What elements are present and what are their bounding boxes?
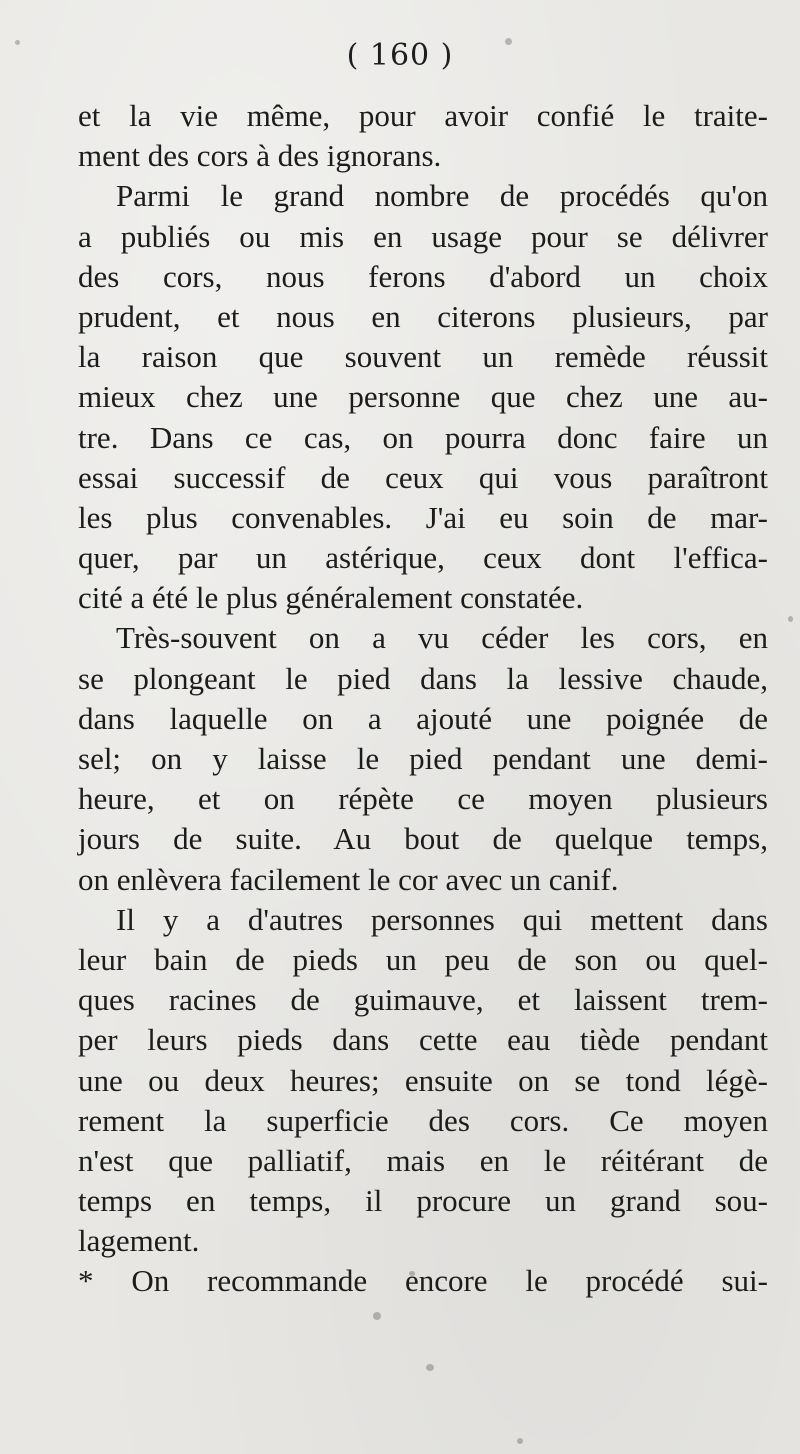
text-line: une ou deux heures; ensuite on se tond légè- — [78, 1062, 768, 1098]
text-line: ment des cors à des ignorans. — [78, 138, 442, 174]
text-line: prudent, et nous en citerons plusieurs, par — [78, 298, 768, 334]
text-line: essai successif de ceux qui vous paraîtront — [78, 459, 768, 495]
text-line: les plus convenables. J'ai eu soin de mar- — [78, 499, 768, 535]
text-line: tre. Dans ce cas, on pourra donc faire un — [78, 419, 768, 455]
paper-speck — [517, 1438, 523, 1444]
paper-speck — [788, 616, 793, 622]
text-line: per leurs pieds dans cette eau tiède pendant — [78, 1022, 768, 1058]
text-line: Très-souvent on a vu céder les cors, en — [116, 620, 768, 656]
text-line: la raison que souvent un remède réussit — [78, 339, 768, 375]
text-line: a publiés ou mis en usage pour se délivrer — [78, 218, 768, 254]
text-line: Il y a d'autres personnes qui mettent dans — [116, 901, 768, 937]
text-line: n'est que palliatif, mais en le réitérant de — [78, 1142, 768, 1178]
text-line: et la vie même, pour avoir confié le traite- — [78, 98, 768, 133]
text-line: Parmi le grand nombre de procédés qu'on — [116, 178, 768, 214]
text-line: sel; on y laisse le pied pendant une demi- — [78, 741, 768, 776]
text-line: heure, et on répète ce moyen plusieurs — [78, 781, 768, 817]
text-line: dans laquelle on a ajouté une poignée de — [78, 700, 768, 736]
text-line: des cors, nous ferons d'abord un choix — [78, 258, 768, 294]
text-line: cité a été le plus généralement constatée. — [78, 580, 584, 616]
paper-speck — [373, 1312, 381, 1320]
text-line: jours de suite. Au bout de quelque temps, — [78, 821, 768, 857]
text-line: * On recommande encore le procédé sui- — [78, 1263, 768, 1299]
text-line: ques racines de guimauve, et laissent trem- — [78, 982, 768, 1018]
text-line: on enlèvera facilement le cor avec un canif. — [78, 861, 619, 897]
text-line: leur bain de pieds un peu de son ou quel- — [78, 941, 768, 977]
text-line: lagement. — [78, 1223, 200, 1259]
text-line: quer, par un astérique, ceux dont l'effica- — [78, 540, 768, 576]
text-line: temps en temps, il procure un grand sou- — [78, 1183, 768, 1219]
text-line: se plongeant le pied dans la lessive chaude, — [78, 660, 768, 696]
page-number: ( 160 ) — [346, 38, 454, 73]
text-line: mieux chez une personne que chez une au- — [78, 379, 768, 415]
body-text — [78, 96, 768, 1302]
text-line: rement la superficie des cors. Ce moyen — [78, 1102, 768, 1138]
paper-speck — [426, 1364, 434, 1371]
